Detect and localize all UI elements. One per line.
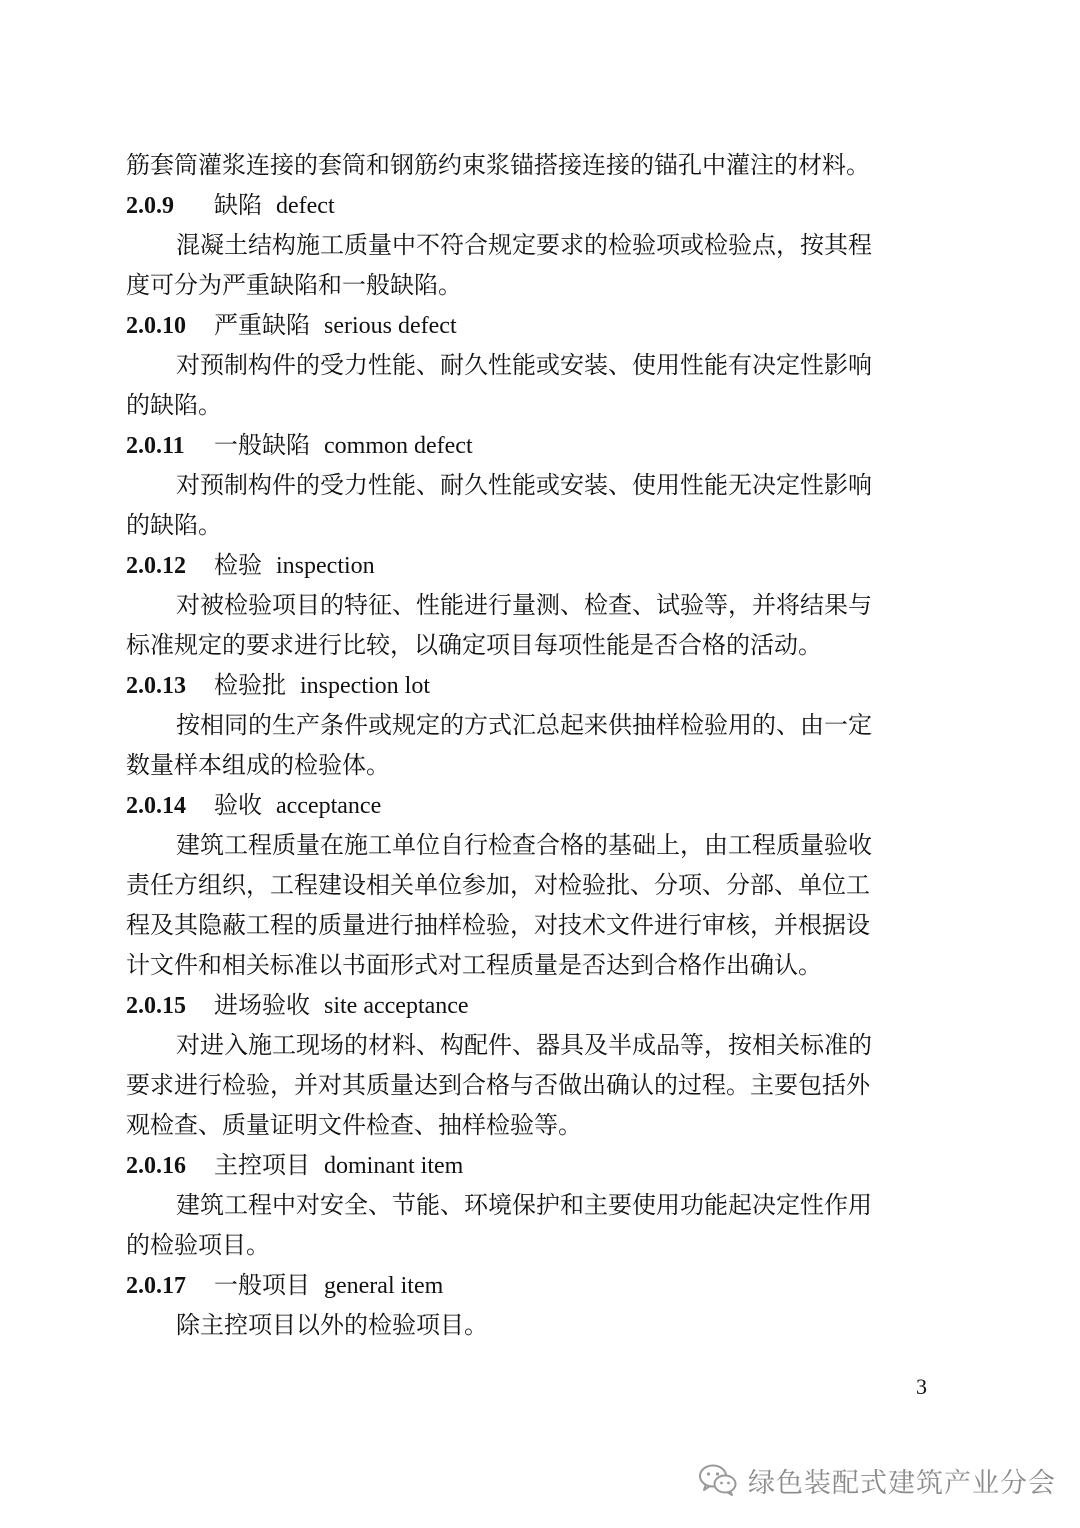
- definition-line: 的缺陷。: [126, 391, 222, 419]
- term-english: inspection lot: [300, 673, 430, 699]
- term-number: 2.0.16: [126, 1153, 186, 1179]
- definition-line: 度可分为严重缺陷和一般缺陷。: [126, 271, 462, 299]
- term-number: 2.0.13: [126, 673, 186, 699]
- term-chinese: 缺陷: [214, 191, 262, 219]
- definition-line: 对进入施工现场的材料、构配件、器具及半成品等，按相关标准的: [176, 1031, 872, 1059]
- term-number: 2.0.12: [126, 553, 186, 579]
- term-number: 2.0.17: [126, 1273, 186, 1299]
- definition-line: 对预制构件的受力性能、耐久性能或安装、使用性能无决定性影响: [176, 471, 872, 499]
- term-english: dominant item: [324, 1153, 464, 1179]
- page-content: [126, 145, 926, 1345]
- watermark-text: 绿色装配式建筑产业分会: [748, 1467, 1056, 1499]
- term-heading-2-0-13: [126, 665, 926, 705]
- definition-line: 建筑工程中对安全、节能、环境保护和主要使用功能起决定性作用: [176, 1191, 872, 1219]
- term-english: site acceptance: [324, 993, 469, 1019]
- term-heading-2-0-15: [126, 985, 926, 1025]
- term-chinese: 一般缺陷: [214, 431, 310, 459]
- term-chinese: 进场验收: [214, 991, 310, 1019]
- term-chinese: 严重缺陷: [214, 311, 310, 339]
- term-english: defect: [276, 193, 335, 219]
- term-chinese: 验收: [214, 791, 262, 819]
- continuation-line: 筋套筒灌浆连接的套筒和钢筋约束浆锚搭接连接的锚孔中灌注的材料。: [126, 151, 870, 179]
- definition-line: 的缺陷。: [126, 511, 222, 539]
- definition-line: 标准规定的要求进行比较，以确定项目每项性能是否合格的活动。: [126, 631, 822, 659]
- term-chinese: 一般项目: [214, 1271, 310, 1299]
- definition-line: 建筑工程质量在施工单位自行检查合格的基础上，由工程质量验收: [176, 831, 872, 859]
- term-english: acceptance: [276, 793, 382, 819]
- definition-line: 观检查、质量证明文件检查、抽样检验等。: [126, 1111, 582, 1139]
- wechat-icon: [698, 1463, 738, 1497]
- term-heading-2-0-14: [126, 785, 926, 825]
- definition-line: 除主控项目以外的检验项目。: [176, 1311, 488, 1339]
- term-english: inspection: [276, 553, 375, 579]
- term-heading-2-0-9: [126, 185, 926, 225]
- definition-line: 按相同的生产条件或规定的方式汇总起来供抽样检验用的、由一定: [176, 711, 872, 739]
- term-heading-2-0-17: [126, 1265, 926, 1305]
- term-heading-2-0-11: [126, 425, 926, 465]
- term-english: serious defect: [324, 313, 457, 339]
- term-heading-2-0-10: [126, 305, 926, 345]
- watermark: [698, 1460, 1056, 1500]
- term-heading-2-0-12: [126, 545, 926, 585]
- term-number: 2.0.9: [126, 193, 174, 219]
- definition-line: 对预制构件的受力性能、耐久性能或安装、使用性能有决定性影响: [176, 351, 872, 379]
- definition-line: 程及其隐蔽工程的质量进行抽样检验，对技术文件进行审核，并根据设: [126, 911, 870, 939]
- definition-line: 混凝土结构施工质量中不符合规定要求的检验项或检验点，按其程: [176, 231, 872, 259]
- term-heading-2-0-16: [126, 1145, 926, 1185]
- term-chinese: 检验批: [214, 671, 286, 699]
- term-number: 2.0.14: [126, 793, 186, 819]
- term-english: general item: [324, 1273, 444, 1299]
- definition-line: 计文件和相关标准以书面形式对工程质量是否达到合格作出确认。: [126, 951, 822, 979]
- definition-line: 责任方组织，工程建设相关单位参加，对检验批、分项、分部、单位工: [126, 871, 870, 899]
- term-chinese: 检验: [214, 551, 262, 579]
- definition-line: 数量样本组成的检验体。: [126, 751, 390, 779]
- term-english: common defect: [324, 433, 473, 459]
- definition-line: 要求进行检验，并对其质量达到合格与否做出确认的过程。主要包括外: [126, 1071, 870, 1099]
- term-number: 2.0.11: [126, 433, 185, 459]
- term-number: 2.0.10: [126, 313, 186, 339]
- definition-line: 对被检验项目的特征、性能进行量测、检查、试验等，并将结果与: [176, 591, 872, 619]
- term-chinese: 主控项目: [214, 1151, 310, 1179]
- term-number: 2.0.15: [126, 993, 186, 1019]
- page-number: 3: [916, 1374, 927, 1399]
- definition-line: 的检验项目。: [126, 1231, 270, 1259]
